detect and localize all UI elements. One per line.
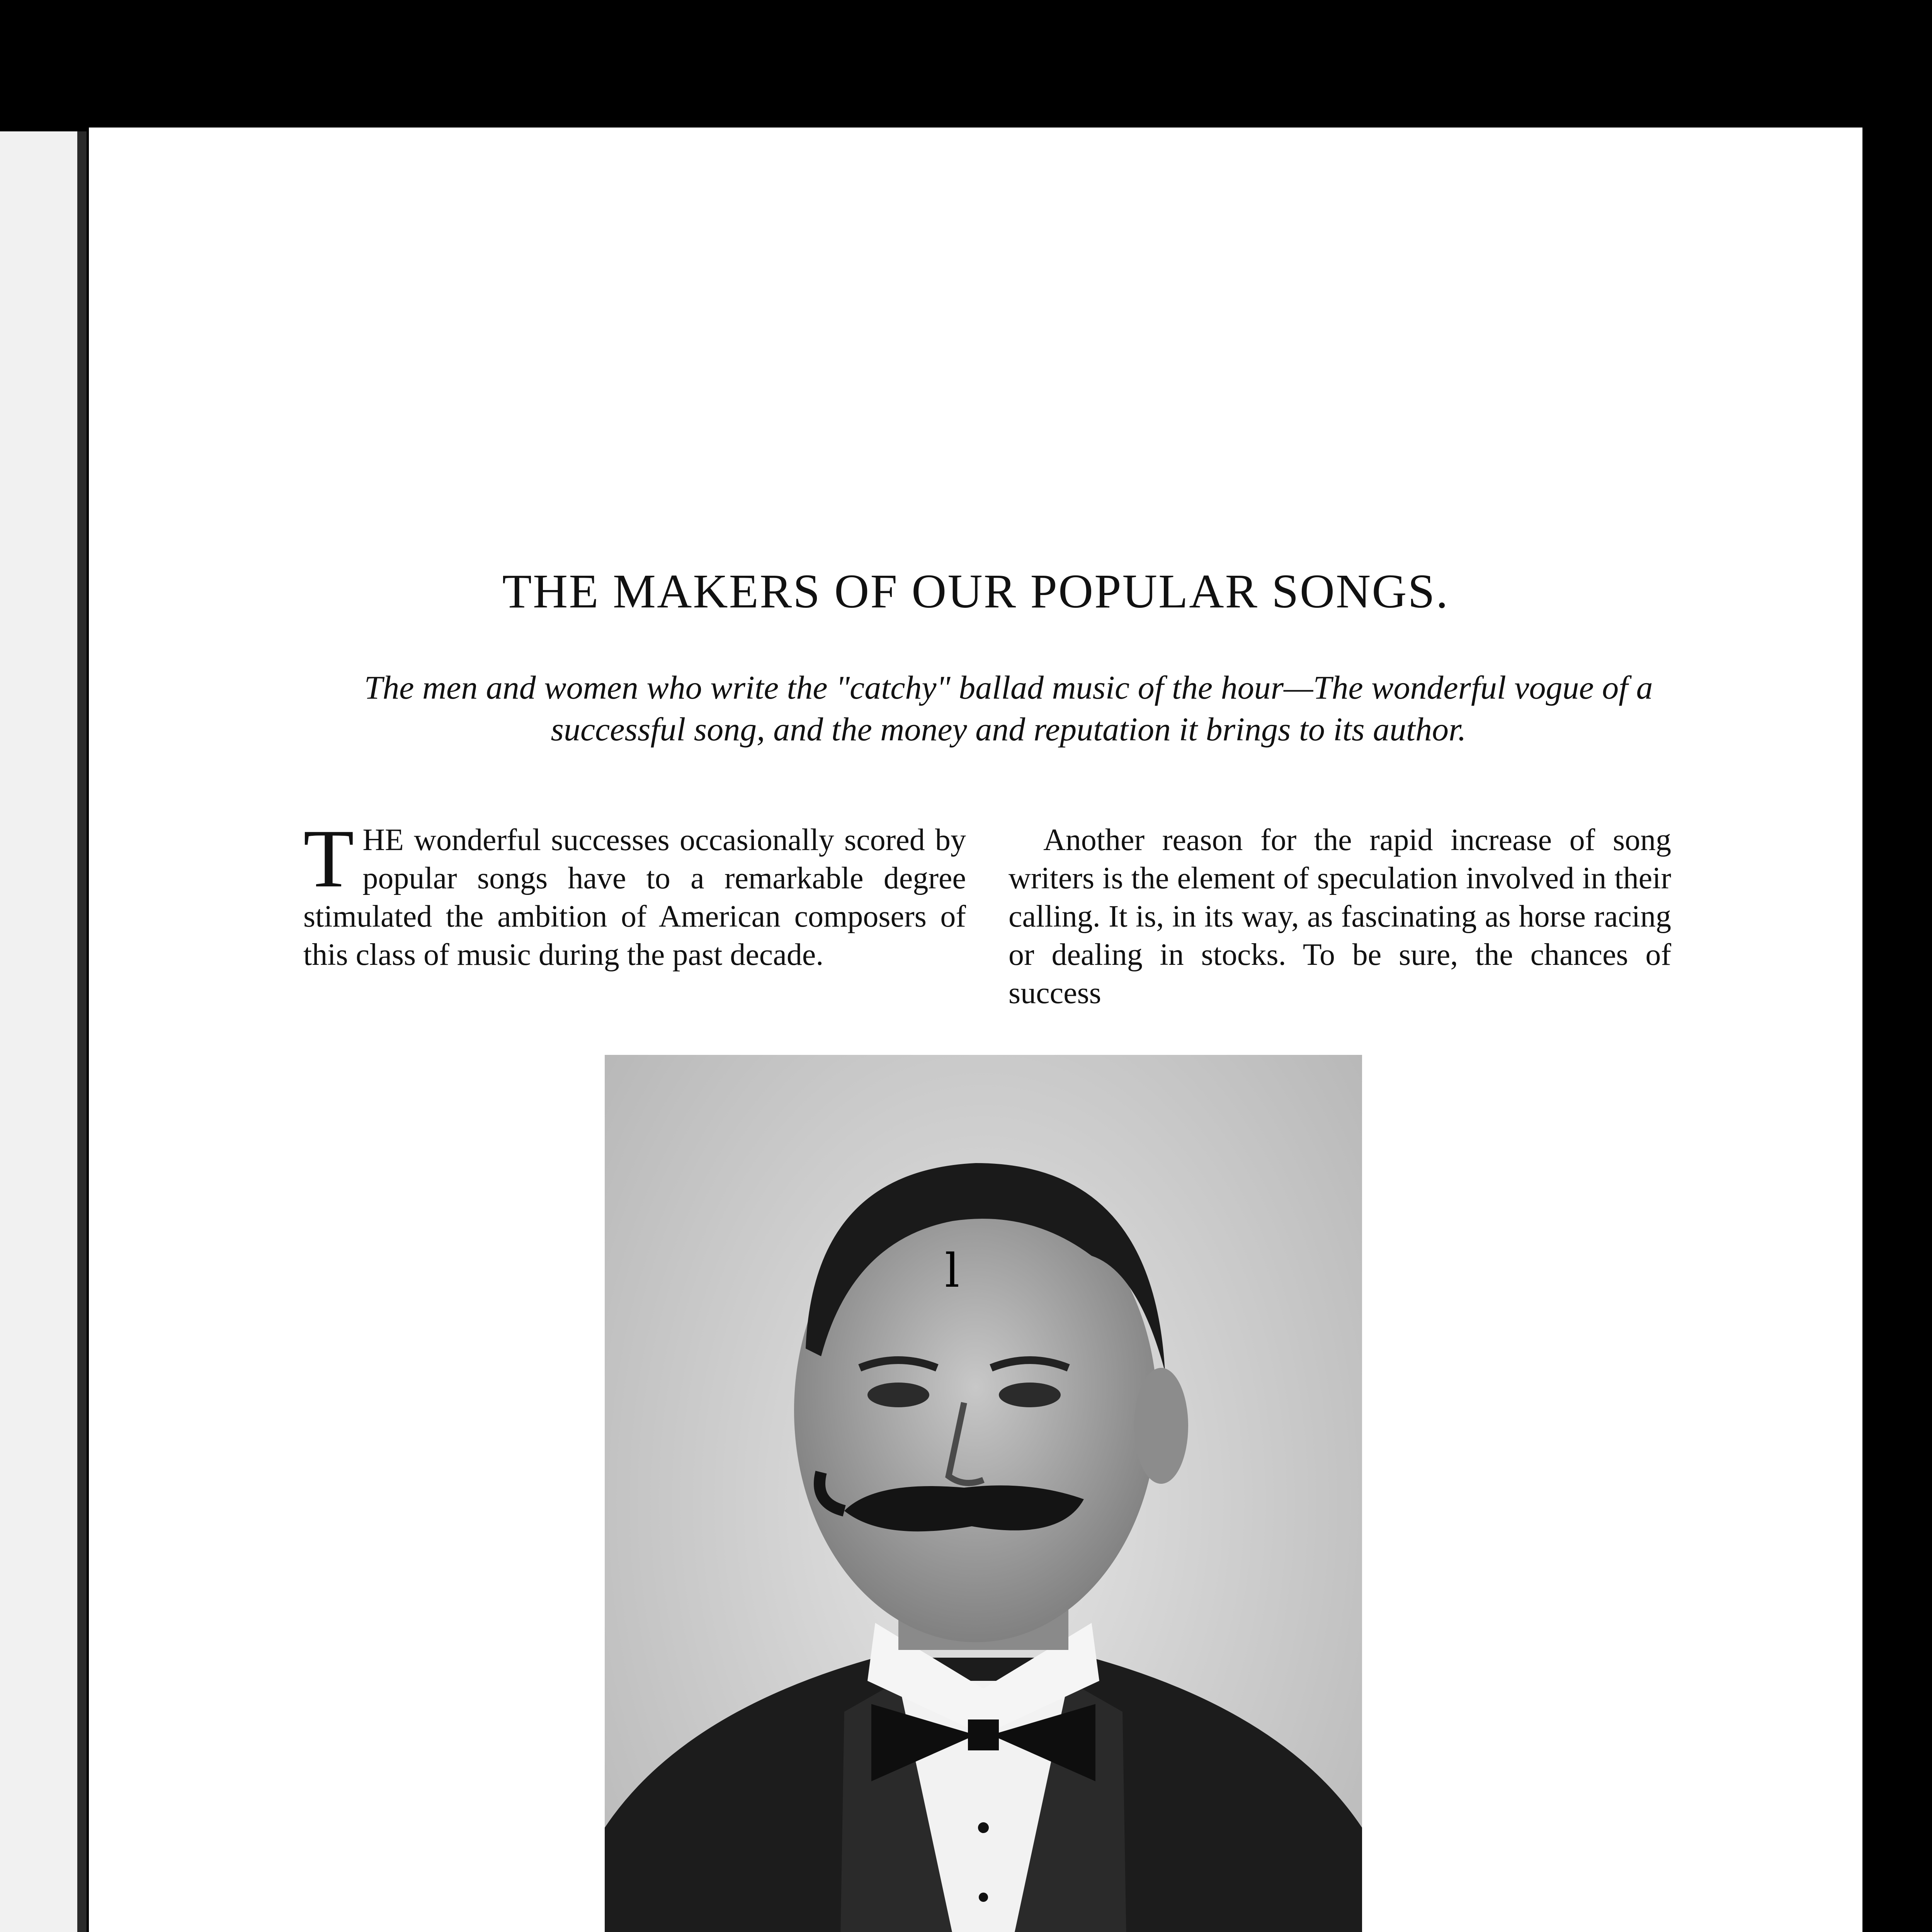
intro-paragraph: HE wonderful successes occasionally scored by popular songs have to a remarkable degree stimulated the ambition of American composers of this class of music during the past decade. xyxy=(303,823,966,972)
drop-cap: T xyxy=(303,812,354,905)
article-title: THE MAKERS OF OUR POPULAR SONGS. xyxy=(502,565,1449,618)
portrait-illustration xyxy=(605,1055,1362,1932)
column-left-top xyxy=(303,812,966,974)
article-subtitle: The men and women who write the "catchy" ballad music of the hour—The wonderful vogue of a successful song, and the money and reputation it brings to its author. xyxy=(364,669,1653,748)
speculation-paragraph: Another reason for the rapid increase of song writers is the element of speculation involved in their calling. It is, in its way, as fascinating as horse racing or dealing in stocks. To be sure, the chances of success xyxy=(1009,823,1671,1010)
portrait-photo xyxy=(605,1055,1362,1932)
pencil-mark: l xyxy=(945,1244,960,1298)
column-right-top xyxy=(1009,821,1671,1012)
left-page-edge xyxy=(0,131,87,1932)
magazine-page xyxy=(89,128,1862,1932)
